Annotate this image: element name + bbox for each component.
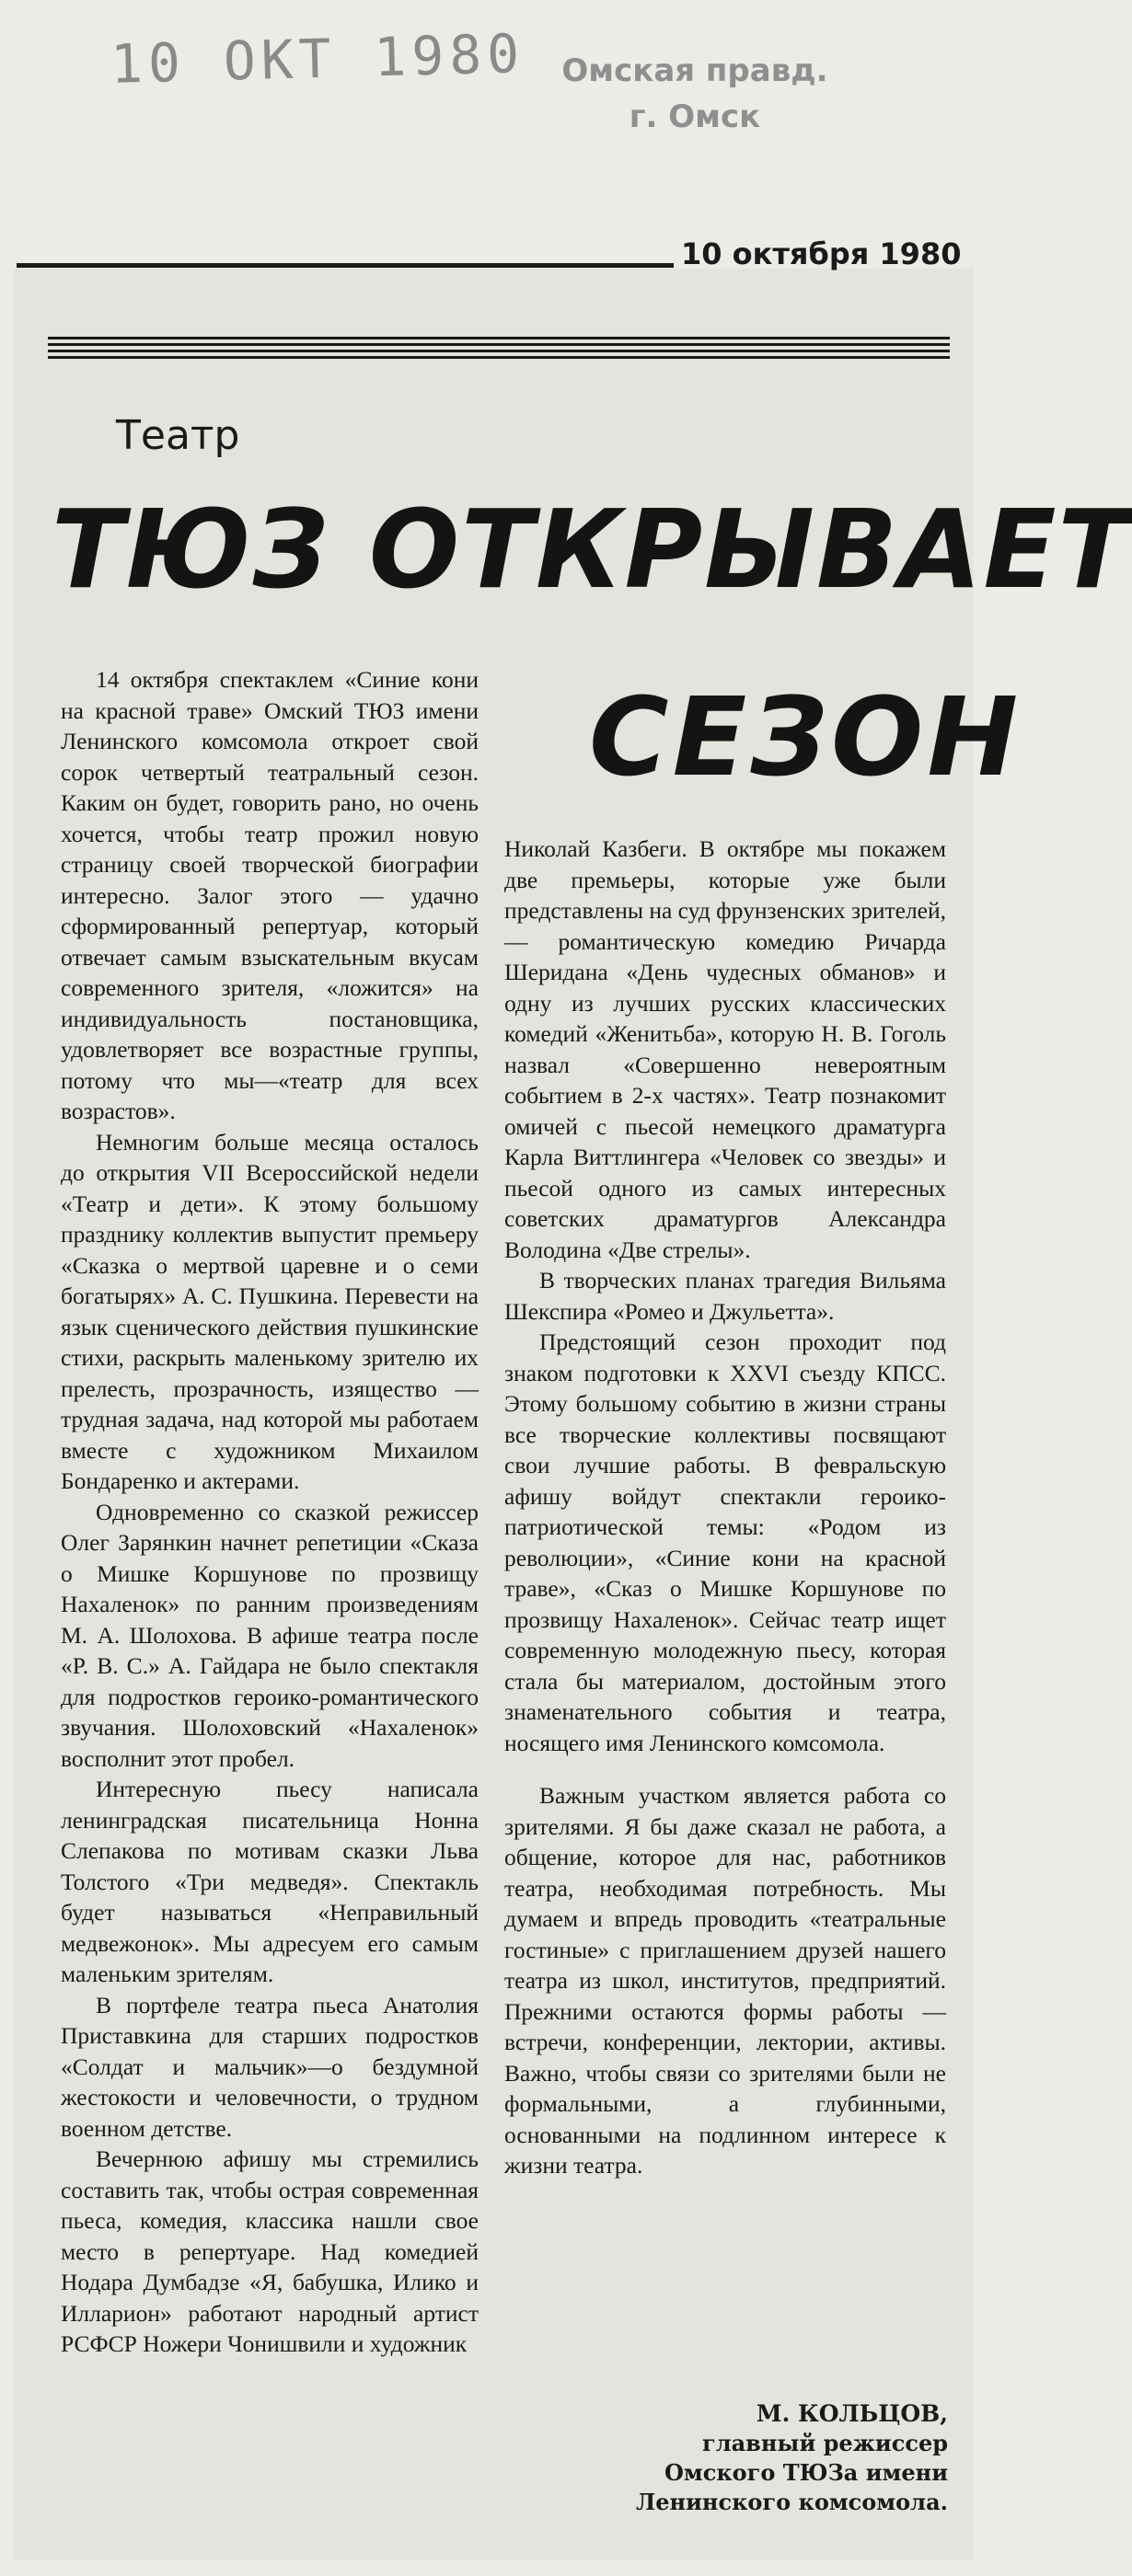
source-stamp-paper: Омская правд.	[561, 52, 828, 89]
article-column-2	[504, 834, 946, 2181]
author-affiliation: Омского ТЮЗа имени	[664, 2459, 948, 2486]
author-affiliation-2: Ленинского комсомола.	[636, 2489, 948, 2515]
author-title: главный режиссер	[702, 2430, 948, 2456]
author-name: М. КОЛЬЦОВ,	[756, 2400, 948, 2427]
article-column-1	[61, 664, 479, 2360]
paragraph: Немногим больше месяца осталось до открытия VII Всероссийской недели «Театр и дети». К этому большому празднику коллектив выпустит премьеру «Сказка о мертвой царевне и о семи богатырях» А. С. Пушкина. Перевести на язык сценического действия пушкинские стихи, раскрыть маленькому зрителю их прелесть, прозрачность, изящество — трудная задача, над которой мы работаем вместе с художником Михаилом Бондаренко и актерами.	[61, 1128, 479, 1494]
paragraph: Важным участком является работа со зрителями. Я бы даже сказал не работа, а общение, которое для нас, работников театра, необходимая потребность. Мы думаем и впредь проводить «театральные гостиные» с приглашением друзей нашего театра из школ, институтов, предприятий. Прежними остаются формы работы — встречи, конференции, лектории, активы. Важно, чтобы связи со зрителями были не формальными, а глубинными, основанными на подлинном интересе к жизни театра.	[504, 1782, 946, 2179]
masthead-rule	[17, 263, 674, 268]
hatched-divider	[48, 333, 950, 359]
headline-line-1: ТЮЗ ОТКРЫВАЕТ	[52, 486, 1132, 613]
source-stamp	[543, 48, 847, 140]
paragraph: 14 октября спектаклем «Синие кони на красной траве» Омский ТЮЗ имени Ленинского комсомола откроет свой сорок четвертый театральный сезон. Каким он будет, говорить рано, но очень хочется, чтобы театр прожил новую страницу своей творческой биографии интересно. Залог этого — удачно сформированный репертуар, который отвечает самым взыскательным вкусам современного зрителя, «ложится» на индивидуальность постановщика, удовлетворяет все возрастные группы, потому что мы—«театр для всех возрастов».	[61, 666, 479, 1124]
issue-date: 10 октября 1980	[681, 236, 962, 271]
rubric-label: Театр	[116, 412, 240, 459]
paragraph: Вечернюю афишу мы стремились составить так, чтобы острая современная пьеса, комедия, классика нашли свое место в репертуаре. Над комедией Нодара Думбадзе «Я, бабушка, Илико и Илларион» работают народный артист РСФСР Ножери Чонишвили и художник	[61, 2145, 479, 2357]
paragraph: Одновременно со сказкой режиссер Олег Зарянкин начнет репетиции «Сказа о Мишке Коршунове по прозвищу Нахаленок» по ранним произведениям М. А. Шолохова. В афише театра после «Р. В. С.» А. Гайдара не было спектакля для подростков героико-романтического звучания. Шолоховский «Нахаленок» восполнит этот пробел.	[61, 1498, 479, 1772]
archive-date-stamp: 10 ОКТ 1980	[110, 22, 526, 96]
paragraph: Интересную пьесу написала ленинградская писательница Нонна Слепакова по мотивам сказки Льва Толстого «Три медведя». Спектакль будет называться «Неправильный медвежонок». Мы адресуем его самым маленьким зрителям.	[61, 1776, 479, 1987]
paragraph: Предстоящий сезон проходит под знаком подготовки к XXVI съезду КПСС. Этому большому событию в жизни страны все творческие коллективы посвящают свои лучшие работы. В февральскую афишу войдут спектакли героико-патриотической темы: «Родом из революции», «Синие кони на красной траве», «Сказ о Мишке Коршунове по прозвищу Нахаленок». Сейчас театр ищет современную молодежную пьесу, которая стала бы материалом, достойным этого знаменательного события и театра, носящего имя Ленинского комсомола.	[504, 1328, 946, 1756]
paragraph: В портфеле театра пьеса Анатолия Приставкина для старших подростков «Солдат и мальчик»—о бездумной жестокости и человечности, о трудном военном детстве.	[61, 1991, 479, 2142]
paragraph: В творческих планах трагедия Вильяма Шекспира «Ромео и Джульетта».	[504, 1267, 946, 1325]
source-stamp-city: г. Омск	[629, 98, 761, 135]
paragraph: Николай Казбеги. В октябре мы покажем две премьеры, которые уже были представлены на суд фрунзенских зрителей, — романтическую комедию Ричарда Шеридана «День чудесных обманов» и одну из лучших русских классических комедий «Женитьба», которую Н. В. Гоголь назвал «Совершенно невероятным событием в 2-х частях». Театр познакомит омичей с пьесой немецкого драматурга Карла Виттлингера «Человек со звезды» и пьесой одного из самых интересных советских драматургов Александра Володина «Две стрелы».	[504, 835, 947, 1263]
author-signature	[589, 2399, 948, 2517]
headline-line-2: СЕЗОН	[589, 673, 1022, 800]
